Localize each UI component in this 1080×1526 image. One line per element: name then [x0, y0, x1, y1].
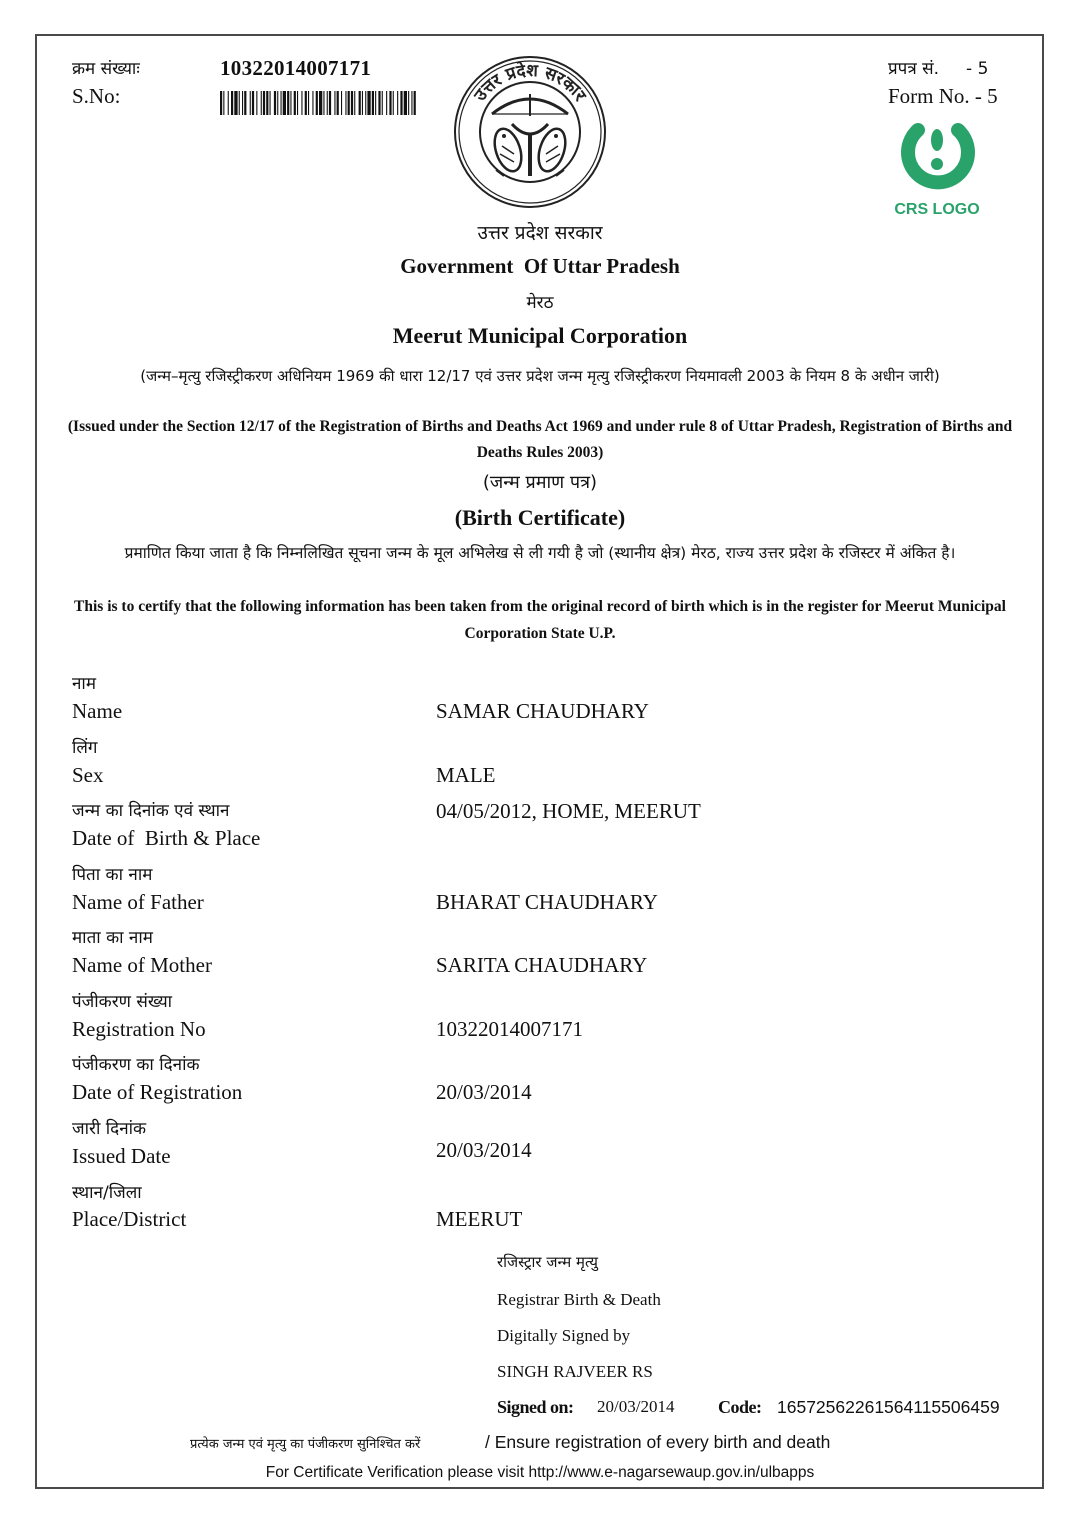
barcode-bar — [294, 91, 296, 115]
barcode-bar — [389, 91, 391, 115]
barcode-bar — [252, 91, 254, 115]
name-label-hindi: नाम — [72, 674, 97, 694]
barcode-bar — [261, 91, 262, 115]
signed-on-label: Signed on: — [497, 1397, 574, 1417]
father-name-label-hindi: पिता का नाम — [72, 865, 153, 885]
birth-date-place-label-hindi: जन्म का दिनांक एवं स्थान — [72, 801, 230, 821]
barcode-bar — [308, 91, 309, 115]
registration-date-label: Date of Registration — [72, 1080, 243, 1104]
birth-date-place-label: Date of Birth & Place — [72, 826, 261, 850]
barcode-bar — [287, 91, 289, 115]
name-value: SAMAR CHAUDHARY — [436, 699, 649, 723]
mother-name-label: Name of Mother — [72, 953, 212, 977]
form-number-hindi: प्रपत्र सं. - 5 — [888, 59, 989, 79]
barcode-bar — [319, 91, 322, 115]
place-district-label: Place/District — [72, 1207, 187, 1231]
barcode-image — [220, 91, 418, 115]
state-name-hindi: उत्तर प्रदेश सरकार — [477, 222, 603, 244]
father-name-value: BHARAT CHAUDHARY — [436, 890, 658, 914]
barcode-bar — [400, 91, 402, 115]
crs-logo-icon — [884, 114, 990, 194]
crs-logo-text: CRS LOGO — [894, 201, 980, 218]
ensure-registration: / Ensure registration of every birth and death — [485, 1432, 831, 1452]
barcode-bar — [348, 91, 350, 115]
state-name: Government Of Uttar Pradesh — [400, 254, 680, 278]
barcode-bar — [378, 91, 380, 115]
barcode-bar — [281, 91, 282, 115]
barcode-bar — [386, 91, 387, 115]
barcode-bar — [404, 91, 407, 115]
barcode-bar — [359, 91, 361, 115]
issued-date-value: 20/03/2014 — [436, 1138, 532, 1162]
registration-no-label-hindi: पंजीकरण संख्या — [72, 992, 173, 1012]
registration-date-value: 20/03/2014 — [436, 1080, 532, 1104]
barcode-bar — [270, 91, 271, 115]
serial-number: 10322014007171 — [220, 56, 372, 80]
sex-label-hindi: लिंग — [72, 738, 98, 758]
corporation-name: Meerut Municipal Corporation — [392, 323, 688, 348]
barcode-bar — [244, 91, 246, 115]
registrar-title-hindi: रजिस्ट्रार जन्म मृत्यु — [497, 1253, 598, 1271]
act-reference: (Issued under the Section 12/17 of the Registration of Births and Deaths Act 1969 and under rule 8 of Uttar Pradesh, Registration of Births and Deaths Rules 2003) — [67, 418, 1013, 461]
barcode-bar — [365, 91, 366, 115]
barcode-bar — [305, 91, 307, 115]
barcode-bar — [397, 91, 398, 115]
barcode-bar — [411, 91, 412, 115]
sex-value: MALE — [436, 763, 496, 787]
digitally-signed-label: Digitally Signed by — [497, 1326, 631, 1345]
barcode-bar — [301, 91, 302, 115]
signed-on-value: 20/03/2014 — [597, 1397, 675, 1416]
barcode-bar — [316, 91, 318, 115]
barcode-bar — [297, 91, 298, 115]
mother-name-value: SARITA CHAUDHARY — [436, 953, 648, 977]
father-name-label: Name of Father — [72, 890, 204, 914]
barcode-bar — [351, 91, 353, 115]
registration-no-value: 10322014007171 — [436, 1017, 583, 1041]
barcode-bar — [242, 91, 243, 115]
barcode-bar — [263, 91, 265, 115]
issued-date-label-hindi: जारी दिनांक — [72, 1119, 147, 1139]
city-name-hindi: मेरठ — [526, 293, 554, 313]
certification-statement: This is to certify that the following information has been taken from the original record of birth which is in the register for Meerut Municipal Corporation State U.P. — [74, 598, 1006, 642]
barcode-bar — [312, 91, 313, 115]
registration-no-label: Registration No — [72, 1017, 206, 1041]
barcode-bar — [223, 91, 224, 115]
barcode-bar — [367, 91, 370, 115]
barcode-bar — [277, 91, 278, 115]
sex-label: Sex — [72, 763, 104, 787]
code-label: Code: — [718, 1397, 762, 1417]
barcode-bar — [290, 91, 291, 115]
barcode-bar — [231, 91, 233, 115]
barcode-bar — [362, 91, 363, 115]
name-label: Name — [72, 699, 123, 723]
barcode-bar — [228, 91, 229, 115]
verification-link-text: For Certificate Verification please visit http://www.e-nagarsewaup.gov.in/ulbapps — [265, 1464, 815, 1481]
up-government-seal-icon — [452, 54, 608, 210]
barcode-bar — [372, 91, 374, 115]
barcode-bar — [414, 91, 416, 115]
barcode-bar — [239, 91, 240, 115]
ensure-registration-hindi: प्रत्येक जन्म एवं मृत्यु का पंजीकरण सुनिश्चित करें — [190, 1437, 421, 1452]
barcode-bar — [382, 91, 383, 115]
code-value: 16572562261564115506459 — [777, 1397, 1000, 1417]
barcode-bar — [337, 91, 339, 115]
barcode-bar — [327, 91, 328, 115]
form-number: Form No. - 5 — [888, 84, 998, 108]
barcode-bar — [354, 91, 355, 115]
barcode-bar — [393, 91, 394, 115]
registration-date-label-hindi: पंजीकरण का दिनांक — [72, 1055, 200, 1075]
signer-name: SINGH RAJVEER RS — [497, 1362, 653, 1381]
barcode-bar — [334, 91, 335, 115]
barcode-bar — [408, 91, 409, 115]
barcode-bar — [323, 91, 324, 115]
barcode-bar — [345, 91, 346, 115]
registrar-title: Registrar Birth & Death — [497, 1290, 661, 1309]
barcode-bar — [256, 91, 257, 115]
place-district-value: MEERUT — [436, 1207, 523, 1231]
barcode-bar — [375, 91, 376, 115]
barcode-bar — [220, 91, 222, 115]
seal-text: उत्तर प्रदेश सरकार — [470, 60, 590, 106]
barcode-bar — [266, 91, 268, 115]
barcode-bar — [283, 91, 286, 115]
certificate-title-hindi: (जन्म प्रमाण पत्र) — [482, 472, 598, 493]
serial-label-hindi: क्रम संख्याः — [72, 59, 140, 79]
birth-date-place-value: 04/05/2012, HOME, MEERUT — [436, 799, 701, 823]
crs-logo — [884, 114, 990, 218]
barcode-bar — [341, 91, 342, 115]
certificate-title: (Birth Certificate) — [454, 505, 626, 530]
barcode-bar — [250, 91, 251, 115]
certification-statement-hindi: प्रमाणित किया जाता है कि निम्नलिखित सूचना जन्म के मूल अभिलेख से ली गयी है जो (स्थानीय क्षेत्र) मेरठ, राज्य उत्तर प्रदेश के रजिस्टर में अंकित है। — [124, 544, 956, 562]
barcode-bar — [329, 91, 331, 115]
issued-date-label: Issued Date — [72, 1144, 171, 1168]
place-district-label-hindi: स्थान/जिला — [72, 1183, 142, 1203]
serial-label: S.No: — [72, 84, 121, 108]
barcode-bar — [234, 91, 237, 115]
mother-name-label-hindi: माता का नाम — [72, 928, 153, 948]
act-reference-hindi: (जन्म–मृत्यु रजिस्ट्रीकरण अधिनियम 1969 की धारा 12/17 एवं उत्तर प्रदेश जन्म मृत्यु रजिस्ट्रीकरण नियमावली 2003 के नियम 8 के अधीन जारी) — [140, 367, 940, 385]
barcode-bar — [274, 91, 276, 115]
